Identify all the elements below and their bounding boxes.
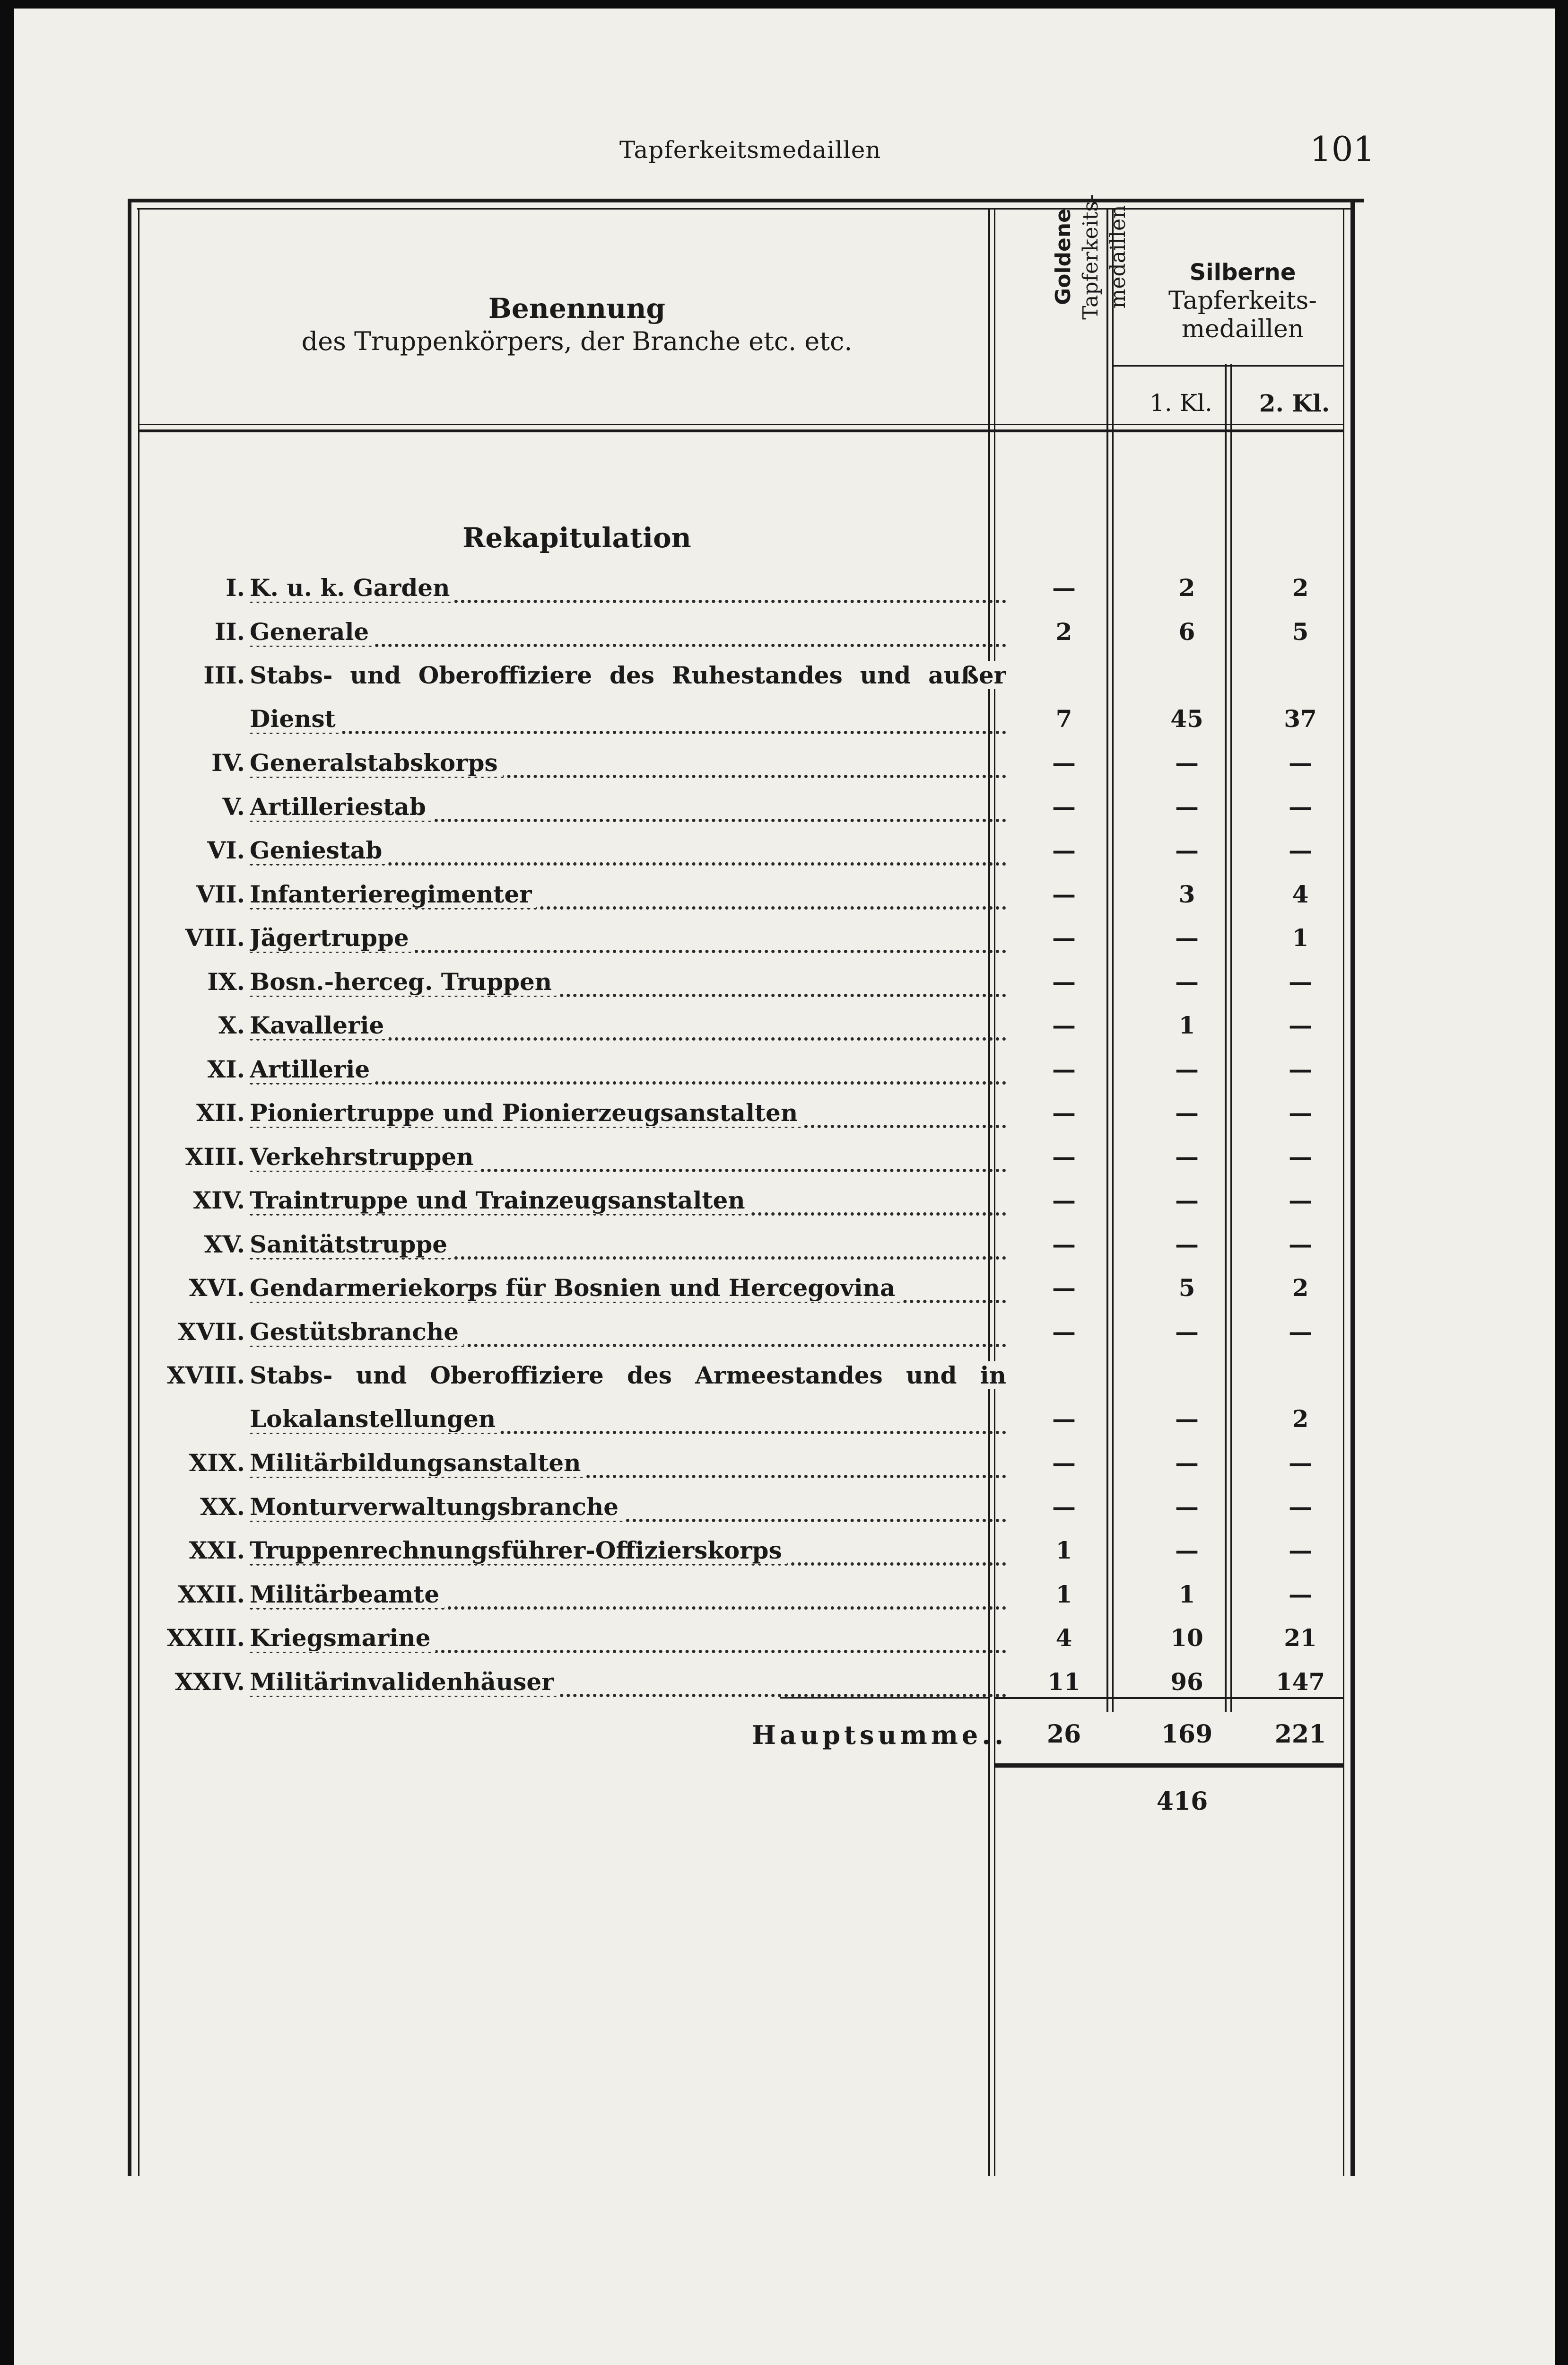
row-label: [250, 836, 1006, 872]
row-silver-1-value: 10: [1170, 1624, 1203, 1652]
row-silver-1-value: —: [1175, 1186, 1199, 1214]
row-silver-2-value: 4: [1292, 880, 1309, 908]
column-header-silver-2: 2. Kl.: [1259, 389, 1330, 417]
row-label-text: Artillerie: [250, 1055, 375, 1083]
row-label-text: Jägertruppe: [250, 924, 414, 952]
row-label-text: Generale: [250, 618, 374, 646]
row-numeral: VIII.: [185, 924, 245, 952]
grand-total: 416: [1156, 1787, 1208, 1816]
row-silver-1-value: —: [1175, 1536, 1199, 1564]
row-label-text: Dienst: [250, 705, 340, 733]
row-numeral: VII.: [196, 880, 245, 908]
row-gold-value: 11: [1047, 1668, 1080, 1696]
row-numeral: I.: [226, 574, 245, 602]
row-silver-1-value: 5: [1178, 1274, 1195, 1302]
row-label: [250, 1580, 1006, 1616]
row-label: [250, 1493, 1006, 1529]
row-numeral: XVII.: [178, 1318, 245, 1346]
row-numeral: XVIII.: [166, 1361, 245, 1389]
row-label: [250, 1230, 1006, 1266]
row-gold-value: —: [1052, 1493, 1076, 1521]
row-silver-2-value: —: [1289, 1055, 1312, 1083]
gold-header-line-3: medaillen: [1106, 205, 1130, 309]
row-numeral: XVI.: [189, 1274, 245, 1302]
row-silver-2-value: 2: [1292, 1274, 1309, 1302]
row-label: [250, 1405, 1006, 1441]
row-label: [250, 1099, 1006, 1135]
row-silver-2-value: —: [1289, 749, 1312, 777]
row-label-text: Bosn.-herceg. Truppen: [250, 968, 557, 996]
row-silver-1-value: —: [1175, 749, 1199, 777]
row-numeral: XXI.: [189, 1536, 245, 1564]
row-label: [250, 661, 1006, 697]
row-label: [250, 618, 1006, 654]
row-gold-value: —: [1052, 1143, 1076, 1171]
row-silver-1-value: —: [1175, 1099, 1199, 1127]
row-silver-2-value: —: [1289, 1318, 1312, 1346]
row-silver-1-value: —: [1175, 793, 1199, 821]
row-label-text: Kavallerie: [250, 1011, 389, 1039]
row-label: [250, 1536, 1006, 1572]
row-gold-value: —: [1052, 1099, 1076, 1127]
document-page: [14, 9, 1555, 2365]
column-header-name: Benennung: [488, 292, 666, 324]
column-header-name-subtitle: des Truppenkörpers, der Branche etc. etc.: [301, 326, 853, 356]
row-label-text: Geniestab: [250, 836, 387, 864]
row-label: [250, 968, 1006, 1004]
page-number: 101: [1310, 129, 1375, 169]
row-label-text: Kriegsmarine: [250, 1624, 436, 1652]
row-silver-1-value: 1: [1178, 1580, 1195, 1608]
row-label-text: Pioniertruppe und Pionierzeugsanstalten: [250, 1099, 802, 1127]
row-label: [250, 1668, 1006, 1704]
row-label: [250, 1143, 1006, 1179]
row-gold-value: —: [1052, 1318, 1076, 1346]
row-silver-2-value: —: [1289, 1536, 1312, 1564]
row-gold-value: —: [1052, 1011, 1076, 1039]
row-silver-2-value: —: [1289, 1011, 1312, 1039]
row-numeral: IX.: [207, 968, 245, 996]
row-numeral: XIV.: [193, 1186, 245, 1214]
row-silver-2-value: —: [1289, 1099, 1312, 1127]
gold-header-line-2: Tapferkeits-: [1079, 194, 1103, 320]
row-gold-value: 1: [1055, 1580, 1072, 1608]
row-gold-value: —: [1052, 1230, 1076, 1258]
row-label: [250, 793, 1006, 829]
row-label: [250, 574, 1006, 610]
row-silver-2-value: —: [1289, 1493, 1312, 1521]
row-label: [250, 924, 1006, 960]
row-label-text: K. u. k. Garden: [250, 574, 454, 602]
row-silver-1-value: 2: [1178, 574, 1195, 602]
sum-label: Hauptsumme..: [752, 1720, 1007, 1750]
row-silver-2-value: —: [1289, 1143, 1312, 1171]
row-silver-1-value: 96: [1170, 1668, 1203, 1696]
row-silver-1-value: —: [1175, 924, 1199, 952]
row-gold-value: 7: [1055, 705, 1072, 733]
row-silver-2-value: 147: [1275, 1668, 1325, 1696]
row-gold-value: —: [1052, 749, 1076, 777]
row-gold-value: —: [1052, 1405, 1076, 1433]
row-gold-value: —: [1052, 968, 1076, 996]
row-numeral: XXIII.: [166, 1624, 245, 1652]
row-label: [250, 1011, 1006, 1047]
row-gold-value: —: [1052, 793, 1076, 821]
row-label-text: Monturverwaltungsbranche: [250, 1493, 623, 1521]
row-label: [250, 1274, 1006, 1310]
row-silver-2-value: —: [1289, 1230, 1312, 1258]
row-gold-value: 1: [1055, 1536, 1072, 1564]
row-numeral: X.: [218, 1011, 245, 1039]
row-silver-2-value: 21: [1284, 1624, 1317, 1652]
row-numeral: XIX.: [189, 1449, 245, 1477]
row-silver-2-value: —: [1289, 793, 1312, 821]
row-label-text: Artilleriestab: [250, 793, 431, 821]
row-silver-2-value: —: [1289, 1580, 1312, 1608]
row-silver-2-value: —: [1289, 1186, 1312, 1214]
row-numeral: XX.: [200, 1493, 245, 1521]
row-silver-1-value: —: [1175, 1055, 1199, 1083]
row-numeral: VI.: [207, 836, 245, 864]
row-silver-1-value: —: [1175, 1230, 1199, 1258]
silver-header-line-1: Silberne: [1189, 259, 1296, 286]
row-silver-2-value: 1: [1292, 924, 1309, 952]
row-label: [250, 1361, 1006, 1397]
sum-silver-1: 169: [1161, 1720, 1213, 1749]
row-gold-value: —: [1052, 924, 1076, 952]
row-label: [250, 749, 1006, 785]
row-label-text: Militärbildungsanstalten: [250, 1449, 586, 1477]
row-numeral: XXII.: [178, 1580, 245, 1608]
row-silver-2-value: 2: [1292, 574, 1309, 602]
row-numeral: XII.: [196, 1099, 245, 1127]
gold-header-line-1: Goldene: [1051, 209, 1075, 305]
row-silver-1-value: 45: [1170, 705, 1203, 733]
silver-header-line-3: medaillen: [1181, 315, 1304, 343]
row-silver-1-value: —: [1175, 1449, 1199, 1477]
row-gold-value: —: [1052, 1186, 1076, 1214]
row-label: [250, 1318, 1006, 1354]
row-label-text: Verkehrstruppen: [250, 1143, 479, 1171]
row-silver-2-value: 37: [1284, 705, 1317, 733]
row-numeral: V.: [222, 793, 245, 821]
row-label: [250, 1624, 1006, 1660]
row-label-text: Traintruppe und Trainzeugsanstalten: [250, 1186, 750, 1214]
row-silver-1-value: 3: [1178, 880, 1195, 908]
column-header-silver-1: 1. Kl.: [1150, 389, 1212, 417]
row-label-text: Militärbeamte: [250, 1580, 444, 1608]
row-silver-2-value: —: [1289, 836, 1312, 864]
row-label-text: Stabs- und Oberoffiziere des Armeestandes und in: [250, 1361, 1006, 1389]
row-label-text: Sanitätstruppe: [250, 1230, 452, 1258]
sum-gold: 26: [1046, 1720, 1081, 1749]
column-header-gold: [1050, 115, 1142, 399]
row-silver-2-value: 5: [1292, 618, 1309, 646]
row-gold-value: —: [1052, 880, 1076, 908]
row-numeral: XIII.: [185, 1143, 245, 1171]
row-gold-value: —: [1052, 1449, 1076, 1477]
silver-header-line-2: Tapferkeits-: [1168, 287, 1317, 315]
row-label-text: Truppenrechnungsführer-Offizierskorps: [250, 1536, 787, 1564]
row-gold-value: 2: [1055, 618, 1072, 646]
row-label: [250, 1186, 1006, 1222]
row-silver-1-value: —: [1175, 1318, 1199, 1346]
row-label-text: Militärinvalidenhäuser: [250, 1668, 558, 1696]
row-label-text: Stabs- und Oberoffiziere des Ruhestandes und außer: [250, 661, 1006, 689]
row-silver-1-value: —: [1175, 836, 1199, 864]
row-silver-2-value: —: [1289, 968, 1312, 996]
row-label-text: Infanterieregimenter: [250, 880, 536, 908]
row-silver-2-value: 2: [1292, 1405, 1309, 1433]
row-gold-value: —: [1052, 1274, 1076, 1302]
row-label-text: Gestütsbranche: [250, 1318, 463, 1346]
row-numeral: XXIV.: [174, 1668, 245, 1696]
row-label: [250, 1449, 1006, 1485]
row-label-text: Generalstabskorps: [250, 749, 503, 777]
row-gold-value: —: [1052, 1055, 1076, 1083]
sum-silver-2: 221: [1274, 1720, 1326, 1749]
row-label: [250, 705, 1006, 741]
row-label-text: Gendarmeriekorps für Bosnien und Hercegovina: [250, 1274, 900, 1302]
section-title: Rekapitulation: [462, 522, 691, 554]
row-silver-1-value: —: [1175, 1143, 1199, 1171]
row-silver-1-value: 1: [1178, 1011, 1195, 1039]
row-label-text: Lokalanstellungen: [250, 1405, 500, 1433]
row-gold-value: 4: [1055, 1624, 1072, 1652]
row-numeral: III.: [203, 661, 245, 689]
row-numeral: IV.: [211, 749, 245, 777]
row-label: [250, 880, 1006, 916]
row-silver-1-value: —: [1175, 1405, 1199, 1433]
row-silver-1-value: 6: [1178, 618, 1195, 646]
row-numeral: XI.: [207, 1055, 245, 1083]
row-numeral: II.: [214, 618, 245, 646]
row-gold-value: —: [1052, 836, 1076, 864]
row-silver-1-value: —: [1175, 1493, 1199, 1521]
row-silver-1-value: —: [1175, 968, 1199, 996]
row-silver-2-value: —: [1289, 1449, 1312, 1477]
row-gold-value: —: [1052, 574, 1076, 602]
running-title: Tapferkeitsmedaillen: [619, 136, 881, 164]
row-numeral: XV.: [204, 1230, 245, 1258]
row-label: [250, 1055, 1006, 1091]
